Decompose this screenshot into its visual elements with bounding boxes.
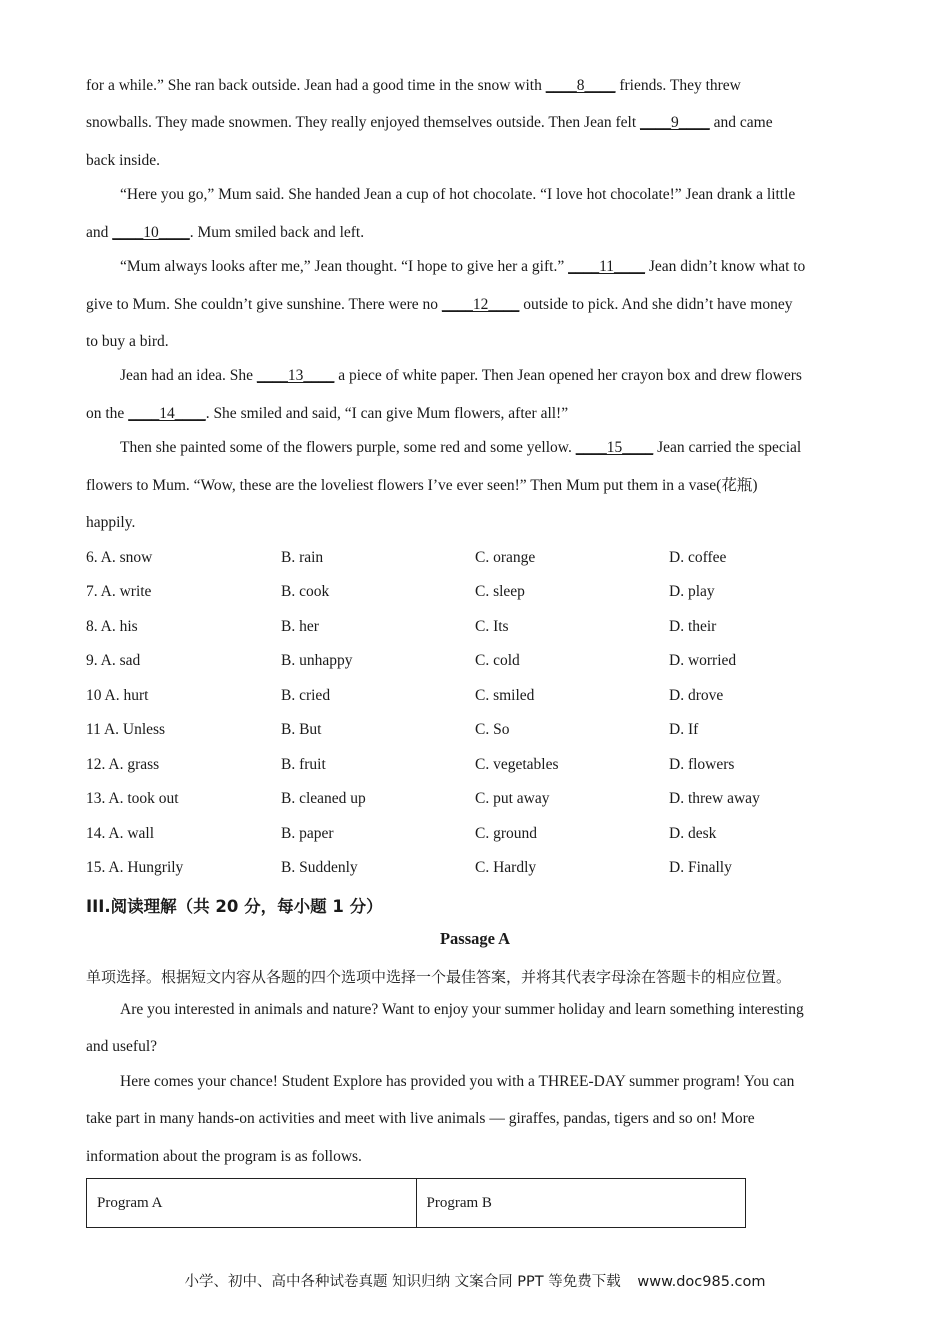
passage-line xyxy=(86,332,169,352)
option-d: D. drove xyxy=(669,687,724,704)
option-c: C. put away xyxy=(475,790,550,807)
passage-line xyxy=(120,438,801,458)
passage-line xyxy=(86,113,773,133)
option-a: 14. A. wall xyxy=(86,825,155,842)
option-c: C. So xyxy=(475,721,510,738)
option-d: D. play xyxy=(669,583,715,600)
passage-a-line: take part in many hands-on activities and meet with live animals — giraffes, pandas, tigers and so on! More xyxy=(86,1110,755,1127)
option-c: C. Hardly xyxy=(475,859,537,876)
text: on the xyxy=(86,405,129,422)
option-c: C. Its xyxy=(475,618,509,635)
option-a: 8. A. his xyxy=(86,618,138,635)
text: Jean carried the special xyxy=(653,439,802,456)
option-c: C. orange xyxy=(475,549,536,566)
answer-blank: ____9____ xyxy=(640,114,710,131)
option-b: B. Suddenly xyxy=(281,859,358,876)
text: and came xyxy=(709,114,773,131)
answer-blank: ____14____ xyxy=(128,405,206,422)
text: Jean had an idea. She xyxy=(120,367,257,384)
option-b: B. But xyxy=(281,721,322,738)
option-a: 9. A. sad xyxy=(86,652,141,669)
text: flowers to Mum. “Wow, these are the loveliest flowers I’ve ever seen!” Then Mum put them in a vase(花瓶) xyxy=(86,477,758,494)
footer-url: www.doc985.com xyxy=(637,1274,766,1290)
option-b: B. cleaned up xyxy=(281,790,366,807)
answer-blank: ____8____ xyxy=(545,77,616,94)
passage-title: Passage A xyxy=(439,929,511,948)
text: a piece of white paper. Then Jean opened her crayon box and drew flowers xyxy=(334,367,802,384)
text: to buy a bird. xyxy=(86,333,169,350)
option-d: D. threw away xyxy=(669,790,760,807)
table-cell-program-a: Program A xyxy=(87,1179,417,1228)
option-b: B. her xyxy=(281,618,319,635)
program-table xyxy=(86,1178,746,1228)
answer-blank: ____13____ xyxy=(256,367,335,384)
option-b: B. fruit xyxy=(281,756,326,773)
text: give to Mum. She couldn’t give sunshine. There were no xyxy=(86,296,442,313)
passage-a-line: information about the program is as follows. xyxy=(86,1148,362,1165)
text: outside to pick. And she didn’t have money xyxy=(519,296,793,313)
option-a: 7. A. write xyxy=(86,583,152,600)
text: . Mum smiled back and left. xyxy=(189,224,365,241)
section-title: III.阅读理解（共 20 分，每小题 1 分） xyxy=(86,897,383,916)
text: “Mum always looks after me,” Jean thought. “I hope to give her a gift.” xyxy=(120,258,569,275)
option-a: 6. A. snow xyxy=(86,549,153,566)
passage-line xyxy=(86,223,364,243)
footer-text: 小学、初中、高中各种试卷真题 知识归纳 文案合同 PPT 等免费下载 xyxy=(184,1274,621,1290)
option-b: B. cook xyxy=(281,583,330,600)
passage-line xyxy=(86,295,792,315)
option-d: D. If xyxy=(669,721,699,738)
option-d: D. their xyxy=(669,618,717,635)
answer-blank: ____12____ xyxy=(441,296,520,313)
text: “Here you go,” Mum said. She handed Jean a cup of hot chocolate. “I love hot chocolate!” Jean drank a little xyxy=(120,186,796,203)
text: Jean didn’t know what to xyxy=(645,258,806,275)
text: happily. xyxy=(86,514,136,531)
passage-line xyxy=(120,185,795,205)
option-d: D. worried xyxy=(669,652,737,669)
table-row xyxy=(87,1179,746,1228)
option-d: D. coffee xyxy=(669,549,727,566)
instruction-text: 单项选择。根据短文内容从各题的四个选项中选择一个最佳答案，并将其代表字母涂在答题卡的相应位置。 xyxy=(86,968,792,986)
option-c: C. smiled xyxy=(475,687,535,704)
option-c: C. sleep xyxy=(475,583,525,600)
text: back inside. xyxy=(86,152,161,169)
option-a: 11 A. Unless xyxy=(86,721,166,738)
option-c: C. ground xyxy=(475,825,537,842)
option-a: 12. A. grass xyxy=(86,756,160,773)
answer-blank: ____15____ xyxy=(575,439,654,456)
passage-line xyxy=(120,257,805,277)
passage-a-line: and useful? xyxy=(86,1038,158,1055)
passage-a-line: Are you interested in animals and nature? Want to enjoy your summer holiday and learn something interesting xyxy=(120,1001,804,1018)
option-b: B. rain xyxy=(281,549,324,566)
passage-line xyxy=(120,366,802,386)
option-d: D. Finally xyxy=(669,859,732,876)
passage-line xyxy=(86,76,741,96)
text: friends. They threw xyxy=(615,77,741,94)
option-b: B. cried xyxy=(281,687,331,704)
answer-blank: ____11____ xyxy=(568,258,646,275)
option-a: 15. A. Hungrily xyxy=(86,859,184,876)
text: Then she painted some of the flowers purple, some red and some yellow. xyxy=(120,439,576,456)
option-d: D. desk xyxy=(669,825,717,842)
passage-line xyxy=(86,476,758,496)
page-footer xyxy=(0,1270,950,1291)
passage-line xyxy=(86,513,135,533)
passage-a-line: Here comes your chance! Student Explore has provided you with a THREE-DAY summer program! You can xyxy=(120,1073,795,1090)
option-c: C. vegetables xyxy=(475,756,559,773)
answer-blank: ____10____ xyxy=(112,224,190,241)
text: for a while.” She ran back outside. Jean had a good time in the snow with xyxy=(86,77,546,94)
option-a: 10 A. hurt xyxy=(86,687,149,704)
option-d: D. flowers xyxy=(669,756,735,773)
text: snowballs. They made snowmen. They really enjoyed themselves outside. Then Jean felt xyxy=(86,114,640,131)
option-c: C. cold xyxy=(475,652,520,669)
table-cell-program-b: Program B xyxy=(416,1179,746,1228)
text: and xyxy=(86,224,113,241)
option-b: B. unhappy xyxy=(281,652,353,669)
option-a: 13. A. took out xyxy=(86,790,179,807)
passage-line xyxy=(86,404,568,424)
text: . She smiled and said, “I can give Mum flowers, after all!” xyxy=(205,405,569,422)
option-b: B. paper xyxy=(281,825,334,842)
passage-line xyxy=(86,151,160,171)
